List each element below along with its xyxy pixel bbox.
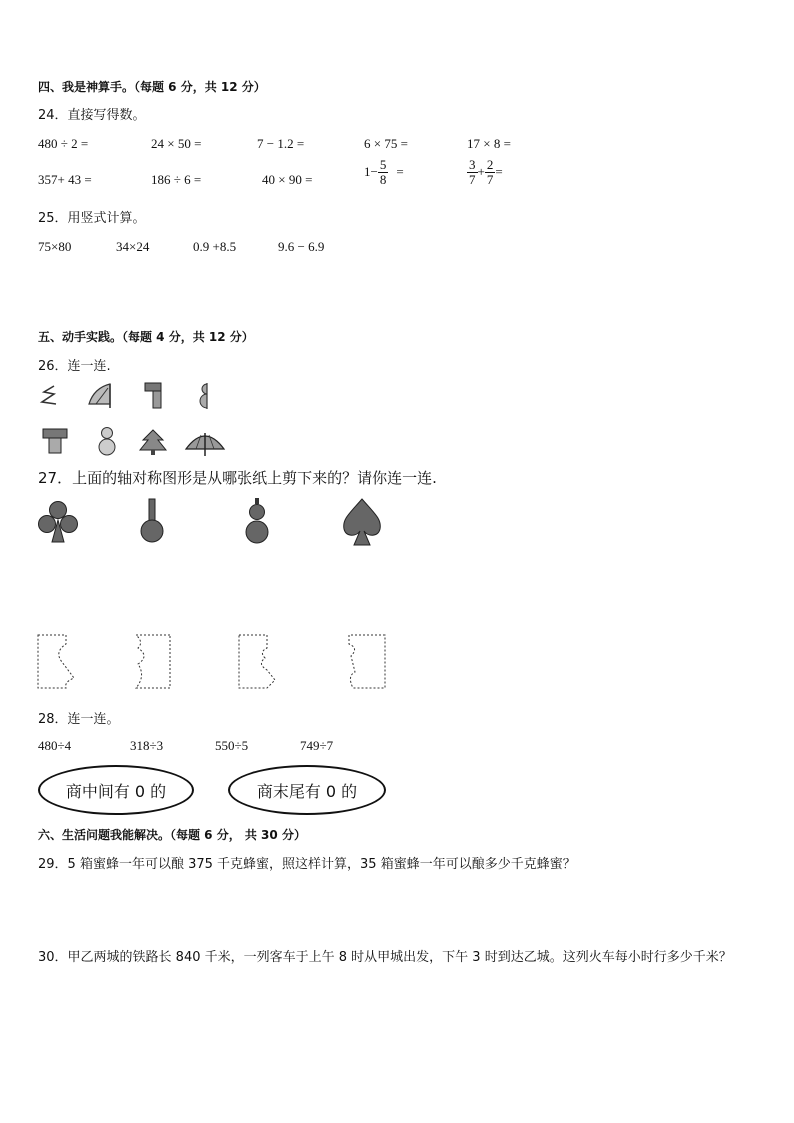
equals-sign: =	[495, 164, 503, 180]
q24-expr-6: 357+ 43 =	[38, 172, 92, 187]
q24-expr-3: 7 − 1.2 =	[257, 136, 305, 151]
tree-shape-icon	[138, 428, 168, 456]
q30-text: 30．甲乙两城的铁路长 840 千米，一列客车于上午 8 时从甲城出发，下午 3 时到达乙城。这列火车每小时行多少千米？	[38, 950, 732, 965]
spade-shape-icon	[340, 497, 384, 549]
gourd-bottle-shape-icon	[139, 497, 165, 549]
fraction	[378, 158, 389, 186]
denominator: 8	[379, 171, 387, 187]
equals-sign: =	[396, 164, 404, 180]
q28-item-2: 318÷3	[130, 738, 164, 753]
q28-item-4: 749÷7	[300, 738, 334, 753]
q24-fraction-expr-1	[364, 158, 404, 186]
q25-title: 25．用竖式计算。	[38, 211, 146, 226]
oval-zero-at-end[interactable]: 商末尾有 0 的	[228, 765, 386, 815]
fraction	[485, 158, 496, 186]
paper-piece-a-icon	[36, 632, 78, 692]
numerator: 2	[486, 157, 494, 172]
q24-expr-4: 6 × 75 =	[364, 136, 408, 151]
section-6-heading: 六、生活问题我能解决。（每题 6 分， 共 30 分）	[38, 828, 306, 842]
q24-expr-1: 480 ÷ 2 =	[38, 136, 89, 151]
half-snowman-shape-icon	[195, 381, 213, 411]
q28-title: 28．连一连。	[38, 712, 120, 727]
q28-item-1: 480÷4	[38, 738, 72, 753]
q25-item-1: 75×80	[38, 239, 72, 254]
calabash-shape-icon	[242, 497, 272, 549]
snowman-shape-icon	[95, 425, 119, 457]
q27-title: 27．上面的轴对称图形是从哪张纸上剪下来的？请你连一连.	[38, 469, 437, 487]
paper-piece-d-icon	[345, 632, 387, 692]
q24-expr-7: 186 ÷ 6 =	[151, 172, 202, 187]
half-umbrella-shape-icon	[86, 380, 114, 410]
q25-item-3: 0.9 +8.5	[193, 239, 237, 254]
half-table-shape-icon	[141, 380, 165, 410]
oval-zero-in-middle[interactable]: 商中间有 0 的	[38, 765, 194, 815]
plus-sign: +	[477, 164, 485, 180]
umbrella-shape-icon	[184, 427, 226, 457]
section-4-heading: 四、我是神算手。（每题 6 分，共 12 分）	[38, 80, 266, 94]
club-shape-icon	[36, 498, 80, 548]
numerator: 3	[469, 157, 476, 172]
q25-item-4: 9.6 − 6.9	[278, 239, 325, 254]
denominator: 7	[486, 171, 494, 187]
q28-item-3: 550÷5	[215, 738, 249, 753]
table-shape-icon	[40, 426, 70, 456]
q25-item-2: 34×24	[116, 239, 150, 254]
fraction-lead: 1−	[364, 164, 378, 180]
paper-piece-c-icon	[237, 632, 279, 692]
q29-text: 29．5 箱蜜蜂一年可以酿 375 千克蜂蜜，照这样计算，35 箱蜜蜂一年可以酿多少千克蜂蜜？	[38, 857, 576, 872]
q24-fraction-expr-2	[467, 158, 503, 186]
q24-expr-5: 17 × 8 =	[467, 136, 511, 151]
paper-piece-b-icon	[132, 632, 174, 692]
half-tree-shape-icon	[38, 382, 60, 410]
denominator: 7	[469, 171, 476, 187]
q24-title: 24．直接写得数。	[38, 108, 146, 123]
section-5-heading: 五、动手实践。（每题 4 分，共 12 分）	[38, 330, 254, 344]
q24-expr-2: 24 × 50 =	[151, 136, 202, 151]
q26-title: 26．连一连.	[38, 359, 111, 374]
q24-expr-8: 40 × 90 =	[262, 172, 313, 187]
numerator: 5	[379, 157, 387, 172]
fraction	[467, 158, 478, 186]
